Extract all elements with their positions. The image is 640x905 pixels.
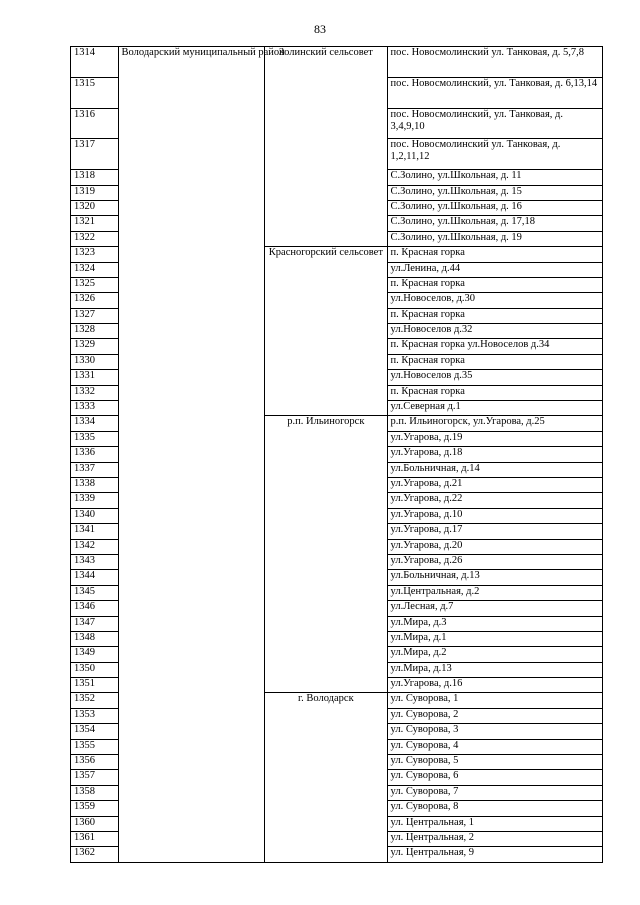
address-cell: п. Красная горка: [387, 247, 602, 262]
row-number: 1355: [71, 739, 119, 754]
row-number: 1334: [71, 416, 119, 431]
address-cell: пос. Новосмолинский, ул. Танковая, д. 6,13,14: [387, 77, 602, 108]
table-body: [71, 47, 603, 863]
address-cell: ул.Мира, д.3: [387, 616, 602, 631]
row-number: 1333: [71, 401, 119, 416]
settlement-name: г. Володарск: [265, 693, 387, 862]
settlement-name: р.п. Ильиногорск: [265, 416, 387, 693]
address-cell: ул.Мира, д.13: [387, 662, 602, 677]
address-cell: ул. Суворова, 8: [387, 801, 602, 816]
address-cell: пос. Новосмолинский, ул. Танковая, д. 3,4,9,10: [387, 108, 602, 139]
address-cell: ул.Угарова, д.16: [387, 678, 602, 693]
row-number: 1322: [71, 231, 119, 246]
address-cell: ул.Угарова, д.18: [387, 447, 602, 462]
row-number: 1358: [71, 785, 119, 800]
row-number: 1314: [71, 47, 119, 78]
row-number: 1362: [71, 847, 119, 862]
row-number: 1337: [71, 462, 119, 477]
address-cell: п. Красная горка ул.Новоселов д.34: [387, 339, 602, 354]
address-cell: ул.Ленина, д.44: [387, 262, 602, 277]
address-cell: ул. Суворова, 1: [387, 693, 602, 708]
row-number: 1345: [71, 585, 119, 600]
address-cell: ул.Угарова, д.19: [387, 431, 602, 446]
settlement-name: Красногорский сельсовет: [265, 247, 387, 416]
address-cell: С.Золино, ул.Школьная, д. 11: [387, 170, 602, 185]
address-cell: ул.Мира, д.2: [387, 647, 602, 662]
address-cell: ул. Суворова, 7: [387, 785, 602, 800]
row-number: 1338: [71, 478, 119, 493]
row-number: 1320: [71, 200, 119, 215]
address-cell: С.Золино, ул.Школьная, д. 15: [387, 185, 602, 200]
address-cell: ул.Угарова, д.10: [387, 508, 602, 523]
address-cell: С.Золино, ул.Школьная, д. 17,18: [387, 216, 602, 231]
row-number: 1349: [71, 647, 119, 662]
address-cell: ул.Центральная, д.2: [387, 585, 602, 600]
row-number: 1332: [71, 385, 119, 400]
row-number: 1315: [71, 77, 119, 108]
address-cell: ул. Центральная, 2: [387, 831, 602, 846]
row-number: 1336: [71, 447, 119, 462]
row-number: 1317: [71, 139, 119, 170]
address-cell: п. Красная горка: [387, 385, 602, 400]
row-number: 1353: [71, 708, 119, 723]
address-table: [70, 46, 603, 863]
address-cell: ул.Угарова, д.22: [387, 493, 602, 508]
address-cell: ул.Угарова, д.21: [387, 478, 602, 493]
address-cell: ул. Суворова, 6: [387, 770, 602, 785]
row-number: 1350: [71, 662, 119, 677]
row-number: 1318: [71, 170, 119, 185]
row-number: 1325: [71, 277, 119, 292]
row-number: 1360: [71, 816, 119, 831]
address-cell: ул.Угарова, д.17: [387, 524, 602, 539]
row-number: 1327: [71, 308, 119, 323]
row-number: 1357: [71, 770, 119, 785]
row-number: 1331: [71, 370, 119, 385]
row-number: 1344: [71, 570, 119, 585]
row-number: 1335: [71, 431, 119, 446]
address-cell: ул. Суворова, 3: [387, 724, 602, 739]
row-number: 1329: [71, 339, 119, 354]
address-cell: ул.Новоселов д.32: [387, 324, 602, 339]
address-cell: ул. Суворова, 2: [387, 708, 602, 723]
row-number: 1361: [71, 831, 119, 846]
table-row: [71, 47, 603, 78]
address-cell: ул.Лесная, д.7: [387, 601, 602, 616]
address-cell: ул.Новоселов, д.30: [387, 293, 602, 308]
address-cell: С.Золино, ул.Школьная, д. 19: [387, 231, 602, 246]
row-number: 1340: [71, 508, 119, 523]
row-number: 1348: [71, 631, 119, 646]
row-number: 1319: [71, 185, 119, 200]
address-cell: пос. Новосмолинский ул. Танковая, д. 1,2,11,12: [387, 139, 602, 170]
row-number: 1316: [71, 108, 119, 139]
address-cell: п. Красная горка: [387, 308, 602, 323]
district-name: Володарский муниципальный район: [118, 47, 265, 863]
address-cell: ул.Больничная, д.14: [387, 462, 602, 477]
address-cell: ул. Суворова, 4: [387, 739, 602, 754]
address-cell: ул.Мира, д.1: [387, 631, 602, 646]
address-cell: ул. Центральная, 9: [387, 847, 602, 862]
row-number: 1356: [71, 755, 119, 770]
row-number: 1342: [71, 539, 119, 554]
address-cell: ул.Угарова, д.20: [387, 539, 602, 554]
row-number: 1343: [71, 554, 119, 569]
row-number: 1354: [71, 724, 119, 739]
row-number: 1330: [71, 354, 119, 369]
address-cell: р.п. Ильиногорск, ул.Угарова, д.25: [387, 416, 602, 431]
address-cell: ул.Угарова, д.26: [387, 554, 602, 569]
row-number: 1339: [71, 493, 119, 508]
row-number: 1321: [71, 216, 119, 231]
address-cell: пос. Новосмолинский ул. Танковая, д. 5,7,8: [387, 47, 602, 78]
row-number: 1341: [71, 524, 119, 539]
address-cell: С.Золино, ул.Школьная, д. 16: [387, 200, 602, 215]
address-cell: ул. Суворова, 5: [387, 755, 602, 770]
row-number: 1324: [71, 262, 119, 277]
row-number: 1347: [71, 616, 119, 631]
address-cell: п. Красная горка: [387, 277, 602, 292]
row-number: 1326: [71, 293, 119, 308]
row-number: 1323: [71, 247, 119, 262]
address-cell: ул.Новоселов д.35: [387, 370, 602, 385]
row-number: 1346: [71, 601, 119, 616]
page-number: 83: [314, 22, 326, 36]
settlement-name: Золинский сельсовет: [265, 47, 387, 247]
address-cell: ул.Северная д.1: [387, 401, 602, 416]
address-cell: ул. Центральная, 1: [387, 816, 602, 831]
row-number: 1359: [71, 801, 119, 816]
address-cell: ул.Больничная, д.13: [387, 570, 602, 585]
row-number: 1351: [71, 678, 119, 693]
row-number: 1328: [71, 324, 119, 339]
address-cell: п. Красная горка: [387, 354, 602, 369]
row-number: 1352: [71, 693, 119, 708]
